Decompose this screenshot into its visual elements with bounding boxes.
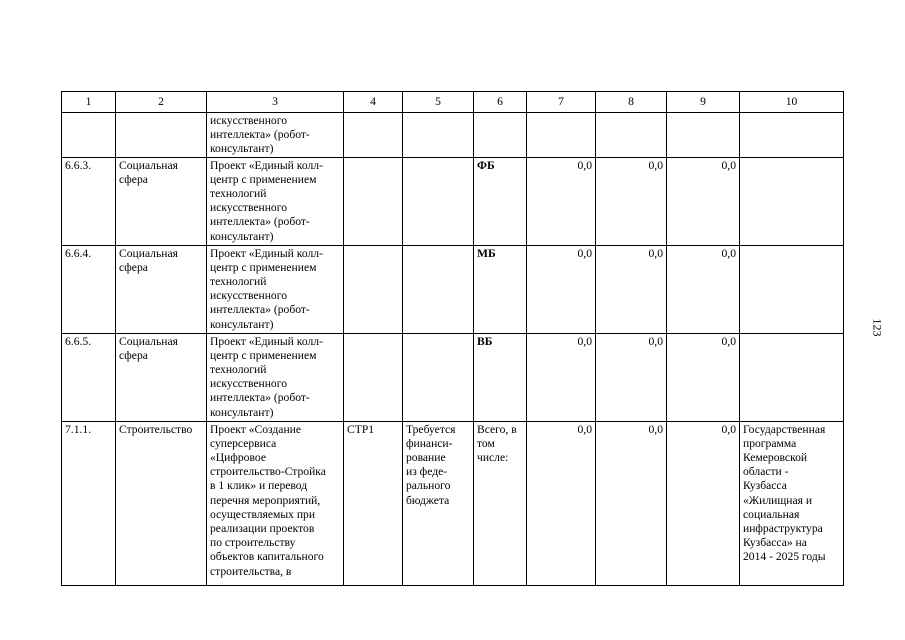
table-row bbox=[62, 421, 844, 585]
table-cell: 0,0 bbox=[596, 421, 667, 585]
table-cell bbox=[474, 113, 527, 158]
table-cell: 0,0 bbox=[527, 421, 596, 585]
table-cell bbox=[344, 333, 403, 421]
column-header: 6 bbox=[474, 92, 527, 113]
table-cell: 0,0 bbox=[667, 157, 740, 245]
table-cell bbox=[740, 113, 844, 158]
table-cell: Проект «Единый колл- центр с применением технологий искусственного интеллекта» (робот- консультант) bbox=[207, 333, 344, 421]
table-cell: искусственного интеллекта» (робот- консультант) bbox=[207, 113, 344, 158]
table-cell: 0,0 bbox=[527, 157, 596, 245]
table-cell: СТР1 bbox=[344, 421, 403, 585]
table-cell bbox=[740, 157, 844, 245]
table-cell: 0,0 bbox=[596, 333, 667, 421]
table-cell bbox=[344, 157, 403, 245]
table-cell: 6.6.3. bbox=[62, 157, 116, 245]
column-header: 3 bbox=[207, 92, 344, 113]
data-table bbox=[61, 91, 844, 586]
column-header: 1 bbox=[62, 92, 116, 113]
table-cell bbox=[667, 113, 740, 158]
table-cell: ВБ bbox=[474, 333, 527, 421]
table-cell bbox=[403, 113, 474, 158]
table-cell bbox=[740, 245, 844, 333]
table-row bbox=[62, 113, 844, 158]
table-cell bbox=[596, 113, 667, 158]
table-cell: Государственная программа Кемеровской области - Кузбасса «Жилищная и социальная инфраструктура Кузбасса» на 2014 - 2025 годы bbox=[740, 421, 844, 585]
table-cell: 0,0 bbox=[596, 157, 667, 245]
table-cell: 6.6.5. bbox=[62, 333, 116, 421]
table-cell bbox=[527, 113, 596, 158]
header-row bbox=[62, 92, 844, 113]
table-cell bbox=[344, 113, 403, 158]
table-cell bbox=[403, 245, 474, 333]
table-cell bbox=[62, 113, 116, 158]
table-cell: Социальная сфера bbox=[116, 157, 207, 245]
column-header: 9 bbox=[667, 92, 740, 113]
table-row bbox=[62, 245, 844, 333]
table-cell: Социальная сфера bbox=[116, 245, 207, 333]
table-cell: Строительство bbox=[116, 421, 207, 585]
column-header: 2 bbox=[116, 92, 207, 113]
column-header: 10 bbox=[740, 92, 844, 113]
table-cell: 6.6.4. bbox=[62, 245, 116, 333]
table-cell: Требуется финанси- рование из феде- рального бюджета bbox=[403, 421, 474, 585]
table-cell: МБ bbox=[474, 245, 527, 333]
table-cell: 0,0 bbox=[527, 333, 596, 421]
table-cell: 0,0 bbox=[667, 245, 740, 333]
table-cell: ФБ bbox=[474, 157, 527, 245]
column-header: 8 bbox=[596, 92, 667, 113]
table-cell: 0,0 bbox=[667, 333, 740, 421]
table-row bbox=[62, 333, 844, 421]
table-cell: 7.1.1. bbox=[62, 421, 116, 585]
table-cell: 0,0 bbox=[667, 421, 740, 585]
column-header: 4 bbox=[344, 92, 403, 113]
column-header: 5 bbox=[403, 92, 474, 113]
table-cell bbox=[116, 113, 207, 158]
table-row bbox=[62, 157, 844, 245]
table-cell bbox=[403, 157, 474, 245]
table-cell: Социальная сфера bbox=[116, 333, 207, 421]
page-number: 123 bbox=[870, 318, 885, 337]
table-cell: 0,0 bbox=[596, 245, 667, 333]
table-cell bbox=[740, 333, 844, 421]
table-cell: Проект «Единый колл- центр с применением технологий искусственного интеллекта» (робот- консультант) bbox=[207, 157, 344, 245]
column-header: 7 bbox=[527, 92, 596, 113]
table-cell bbox=[344, 245, 403, 333]
table-cell: Проект «Создание суперсервиса «Цифровое строительство-Стройка в 1 клик» и перевод перечня мероприятий, осуществляемых при реализации проектов по строительству объектов капитального строительства, в bbox=[207, 421, 344, 585]
table-cell bbox=[403, 333, 474, 421]
table-cell: Проект «Единый колл- центр с применением технологий искусственного интеллекта» (робот- консультант) bbox=[207, 245, 344, 333]
table-cell: 0,0 bbox=[527, 245, 596, 333]
table-cell: Всего, в том числе: bbox=[474, 421, 527, 585]
